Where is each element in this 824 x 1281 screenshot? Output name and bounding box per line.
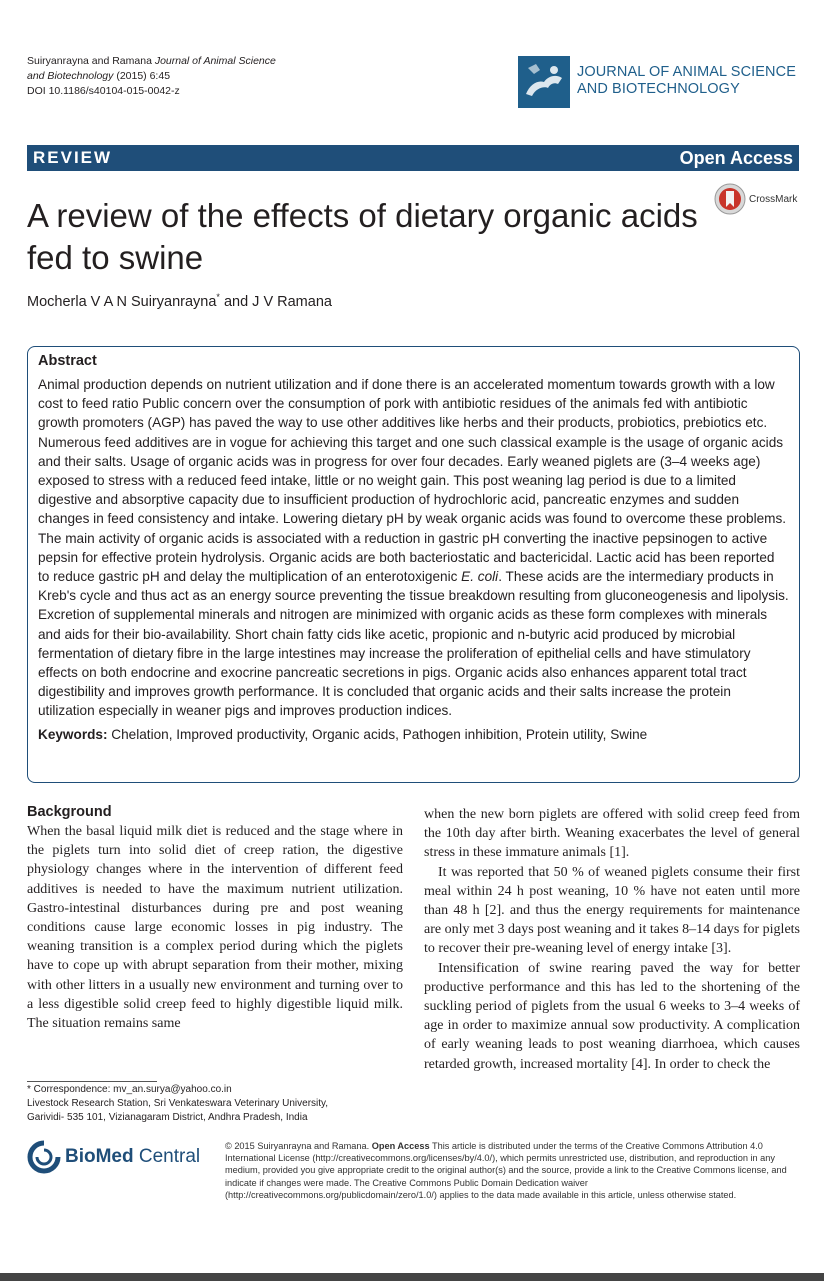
wordmark-central: Central (133, 1146, 201, 1167)
affiliation-line-1: Livestock Research Station, Sri Venkateswara Veterinary University, (27, 1098, 329, 1109)
body-column-right (424, 805, 800, 1074)
body-column-left (27, 803, 403, 1033)
journal-name-line-2: AND BIOTECHNOLOGY (577, 81, 740, 97)
citation-volume: (2015) 6:45 (113, 70, 171, 82)
journal-name-line-1: JOURNAL OF ANIMAL SCIENCE (577, 64, 796, 80)
citation-block (27, 54, 276, 99)
crossmark-label: CrossMark (749, 193, 798, 205)
author-1[interactable]: Mocherla V A N Suiryanrayna (27, 293, 217, 310)
body-paragraph: It was reported that 50 % of weaned piglets consume their first meal within 24 h post weaning, 10 % have not eaten until more than 48 h [2]. and thus the energy requirements for maintenance are only met 3 days post weaning and it takes 8–14 days for piglets to recover their pre-weaning level of energy intake [3]. (424, 864, 800, 957)
crossmark-icon (714, 183, 746, 215)
copyright-notice: © 2015 Suiryanrayna and Ramana. (225, 1141, 372, 1151)
section-heading-background: Background (27, 804, 112, 820)
citation-line-2 (27, 69, 276, 84)
author-2[interactable]: and J V Ramana (219, 293, 332, 310)
abstract-species-name: E. coli (461, 569, 499, 585)
license-statement (225, 1140, 800, 1201)
abstract-text-part-1: Animal production depends on nutrient utilization and if done there is an accelerated momentum towards growth with a low cost to feed ratio Public concern over the consumption of pork with antibiotic residues of the animals fed with antibiotic growth promoters (AGP) has paved the way to use other additives like herbs and their products, probiotics, prebiotics etc. Numerous feed additives are in vogue for achieving this target and one such classical example is the usage of organic acids and their salts. Usage of organic acids was in progress for over four decades. Early weaned piglets are (3–4 weeks age) exposed to stress with a reduced feed intake, little or no weight gain. This post weaning lag period is due to a limited digestive and absorptive capacity due to insufficient production of hydrochloric acid, pancreatic enzymes and sudden changes in feed consistency and intake. Lowering dietary pH by weak organic acids was found to overcome these problems. The main activity of organic acids is associated with a reduction in gastric pH converting the inactive pepsinogen to active pepsin for effective protein hydrolysis. Organic acids are both bacteriostatic and bactericidal. Lactic acid has been reported to reduce gastric pH and delay the multiplication of an enterotoxigenic (38, 377, 787, 585)
footnote-divider (27, 1081, 157, 1082)
corresponding-author-mark: * (216, 292, 220, 302)
bottom-bar (0, 1273, 824, 1281)
crossmark-badge[interactable] (714, 183, 797, 215)
doi-link[interactable]: DOI 10.1186/s40104-015-0042-z (27, 85, 180, 97)
body-paragraph: Intensification of swine rearing paved the way for better productive performance and this has led to the shortening of the suckling period of piglets from the usual 6 weeks to 3–4 weeks of age in order to maximize annual sow productivity. A complication of early weaning leads to post weaning diarrhoea, which causes retarded growth, increased mortality [4]. In order to check the (424, 960, 800, 1072)
open-access-label: Open Access (679, 147, 793, 168)
keywords-list: Chelation, Improved productivity, Organic acids, Pathogen inhibition, Protein utility, Swine (107, 726, 648, 742)
correspondence-footnote (27, 1083, 407, 1125)
biomed-central-icon (27, 1140, 61, 1174)
license-open-access: Open Access (371, 1141, 430, 1151)
keywords-label: Keywords: (38, 726, 108, 742)
citation-line-1 (27, 54, 276, 69)
correspondence-email[interactable]: * Correspondence: mv_an.surya@yahoo.co.in (27, 1084, 232, 1095)
abstract-box (27, 346, 800, 783)
wordmark-bio: Bio (65, 1146, 96, 1167)
article-type-bar (27, 145, 799, 171)
keywords-line (38, 725, 789, 744)
citation-journal-part2: and Biotechnology (27, 70, 114, 82)
body-paragraph: when the new born piglets are offered with solid creep feed from the 10th day after birth. Weaning exacerbates the level of general stress in these immature animals [1]. (424, 807, 800, 861)
abstract-text (38, 375, 789, 721)
abstract-text-part-2: . These acids are the intermediary products in Kreb's cycle and thus act as an energy source preventing the tissue breakdown resulting from gluconeogenesis and lipolysis. Excretion of supplemental minerals and nitrogen are minimized with organic acids as these form complexes with minerals and aids for their bio-availability. Short chain fatty cids like acetic, propionic and n-butyric acid produced by microbial fermentation of dietary fibre in the large intestines may increase the proliferation of epithelial cells and have stimulatory effects on both endocrine and exocrine pancreatic secretions in pigs. Organic acids also enhances apparent total tract digestibility and improves growth performance. It is concluded that organic acids and their salts increase the protein utilization especially in weaner pigs and improves production indices. (38, 569, 789, 719)
biomed-central-wordmark (65, 1146, 200, 1168)
biomed-central-logo (27, 1140, 200, 1174)
article-title: A review of the effects of dietary organic acids fed to swine (27, 197, 698, 276)
license-text: This article is distributed under the terms of the Creative Commons Attribution 4.0 International License (http://creativecommons.org/licenses/by/4.0/), which permits unrestricted use, distribution, and reproduction in any medium, provided you give appropriate credit to the original author(s) and the source, provide a link to the Creative Commons license, and indicate if changes were made. The Creative Commons Public Domain Dedication waiver (http://creativecommons.org/publicdomain/zero/1.0/) applies to the data made available in this article, unless otherwise stated. (225, 1141, 787, 1200)
affiliation-line-2: Garividi- 535 101, Vizianagaram District, Andhra Pradesh, India (27, 1112, 308, 1123)
citation-journal-part1: Journal of Animal Science (154, 55, 276, 67)
citation-authors: Suiryanrayna and Ramana (27, 55, 155, 67)
journal-logo-icon (518, 56, 570, 108)
wordmark-med: Med (95, 1146, 134, 1167)
journal-name (577, 64, 796, 98)
body-paragraph: When the basal liquid milk diet is reduced and the stage where in the piglets turn into solid diet of creep ration, the digestive physiology changes where in the intervention of different feed additives is needed to have the maximum nutrient utilization. Gastro-intestinal disturbances during pre and post weaning conditions cause large economic losses in pig industry. The weaning transition is a complex period during which the piglets have to cope up with abrupt separation from their mother, mixing with other litters in a usually new environment and turning over to a less digestible solid creep feed to highly digestible liquid milk. The situation remains same (27, 824, 403, 1032)
article-type-label: REVIEW (33, 148, 113, 167)
author-list (27, 292, 332, 310)
abstract-heading: Abstract (38, 353, 97, 369)
